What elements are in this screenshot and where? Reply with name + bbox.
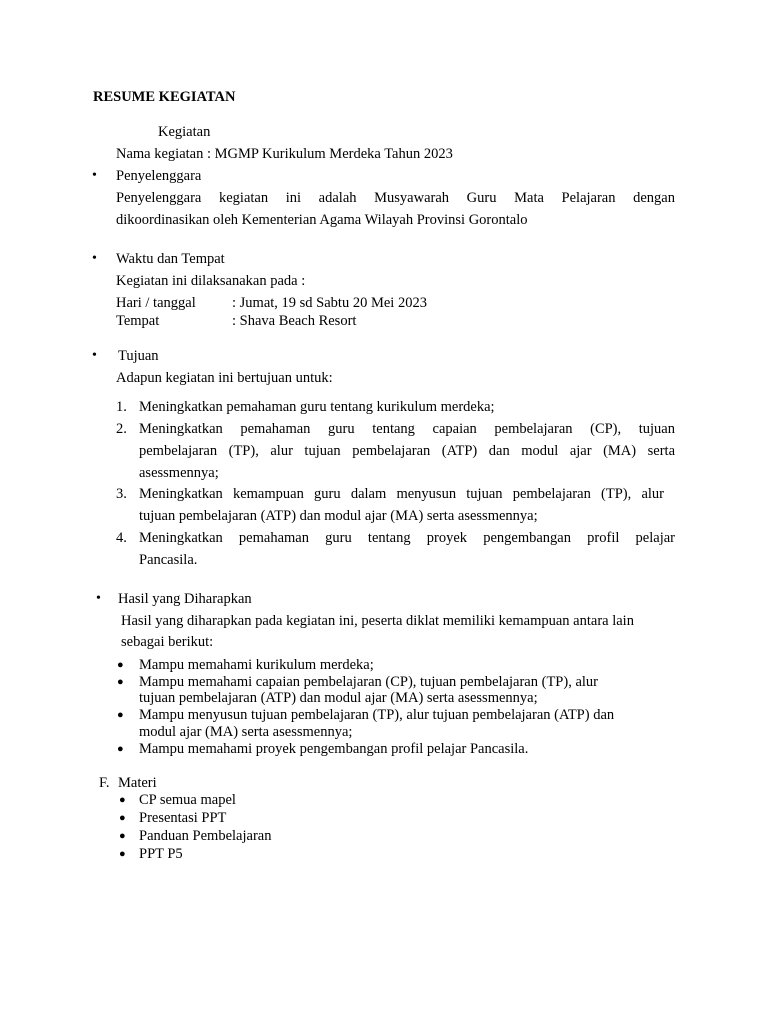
- bullet-icon: ●: [119, 812, 126, 824]
- hari-value: : Jumat, 19 sd Sabtu 20 Mei 2023: [232, 295, 427, 311]
- penyelenggara-line-2: dikoordinasikan oleh Kementerian Agama Wilayah Provinsi Gorontalo: [116, 212, 528, 228]
- nama-kegiatan: Nama kegiatan : MGMP Kurikulum Merdeka Tahun 2023: [116, 146, 453, 162]
- hari-label: Hari / tanggal: [116, 295, 196, 311]
- tujuan-heading: Tujuan: [118, 348, 159, 364]
- bullet-icon: ●: [117, 659, 124, 671]
- bullet-icon: •: [96, 591, 101, 606]
- waktu-intro: Kegiatan ini dilaksanakan pada :: [116, 273, 306, 289]
- tujuan-intro: Adapun kegiatan ini bertujuan untuk:: [116, 370, 333, 386]
- bullet-icon: ●: [117, 709, 124, 721]
- materi-letter: F.: [99, 775, 110, 791]
- bullet-icon: ●: [119, 794, 126, 806]
- tujuan-item-number: 2.: [116, 421, 127, 437]
- penyelenggara-line-1: Penyelenggara kegiatan ini adalah Musyawarah Guru Mata Pelajaran dengan: [116, 190, 675, 206]
- tujuan-item-line: Meningkatkan pemahaman guru tentang kurikulum merdeka;: [139, 399, 495, 415]
- kegiatan-label: Kegiatan: [158, 124, 211, 140]
- tujuan-item-line: Meningkatkan pemahaman guru tentang capaian pembelajaran (CP), tujuan: [139, 421, 675, 437]
- tujuan-item-line: pembelajaran (TP), alur tujuan pembelajaran (ATP) dan modul ajar (MA) serta: [139, 443, 675, 459]
- hasil-heading: Hasil yang Diharapkan: [118, 591, 252, 607]
- tujuan-item-line: Meningkatkan pemahaman guru tentang proyek pengembangan profil pelajar: [139, 530, 675, 546]
- penyelenggara-heading: Penyelenggara: [116, 168, 202, 184]
- hasil-item-line: tujuan pembelajaran (ATP) dan modul ajar (MA) serta asessmennya;: [139, 690, 538, 706]
- materi-heading: Materi: [118, 775, 157, 791]
- tempat-value: : Shava Beach Resort: [232, 313, 357, 329]
- bullet-icon: ●: [117, 743, 124, 755]
- bullet-icon: •: [92, 251, 97, 266]
- hasil-item-line: Mampu memahami capaian pembelajaran (CP), tujuan pembelajaran (TP), alur: [139, 674, 598, 690]
- bullet-icon: ●: [119, 848, 126, 860]
- materi-item: CP semua mapel: [139, 792, 236, 808]
- tujuan-item-number: 4.: [116, 530, 127, 546]
- tujuan-item-line: Pancasila.: [139, 552, 198, 568]
- hasil-intro-line-1: Hasil yang diharapkan pada kegiatan ini, peserta diklat memiliki kemampuan antara lain: [121, 613, 634, 629]
- bullet-icon: ●: [119, 830, 126, 842]
- materi-item: Presentasi PPT: [139, 810, 227, 826]
- bullet-icon: ●: [117, 676, 124, 688]
- bullet-icon: •: [92, 168, 97, 183]
- document-title: RESUME KEGIATAN: [93, 89, 236, 105]
- tujuan-item-number: 3.: [116, 486, 127, 502]
- tempat-label: Tempat: [116, 313, 160, 329]
- materi-item: PPT P5: [139, 846, 183, 862]
- hasil-intro-line-2: sebagai berikut:: [121, 634, 214, 650]
- tujuan-item-line: tujuan pembelajaran (ATP) dan modul ajar (MA) serta asessmennya;: [139, 508, 538, 524]
- hasil-item-line: Mampu memahami kurikulum merdeka;: [139, 657, 374, 673]
- materi-item: Panduan Pembelajaran: [139, 828, 272, 844]
- tujuan-item-line: Meningkatkan kemampuan guru dalam menyusun tujuan pembelajaran (TP), alur: [139, 486, 664, 502]
- hasil-item-line: Mampu menyusun tujuan pembelajaran (TP), alur tujuan pembelajaran (ATP) dan: [139, 707, 615, 723]
- waktu-heading: Waktu dan Tempat: [116, 251, 225, 267]
- bullet-icon: •: [92, 348, 97, 363]
- tujuan-item-number: 1.: [116, 399, 127, 415]
- tujuan-item-line: asessmennya;: [139, 465, 219, 481]
- hasil-item-line: modul ajar (MA) serta asessmennya;: [139, 724, 353, 740]
- hasil-item-line: Mampu memahami proyek pengembangan profil pelajar Pancasila.: [139, 741, 529, 757]
